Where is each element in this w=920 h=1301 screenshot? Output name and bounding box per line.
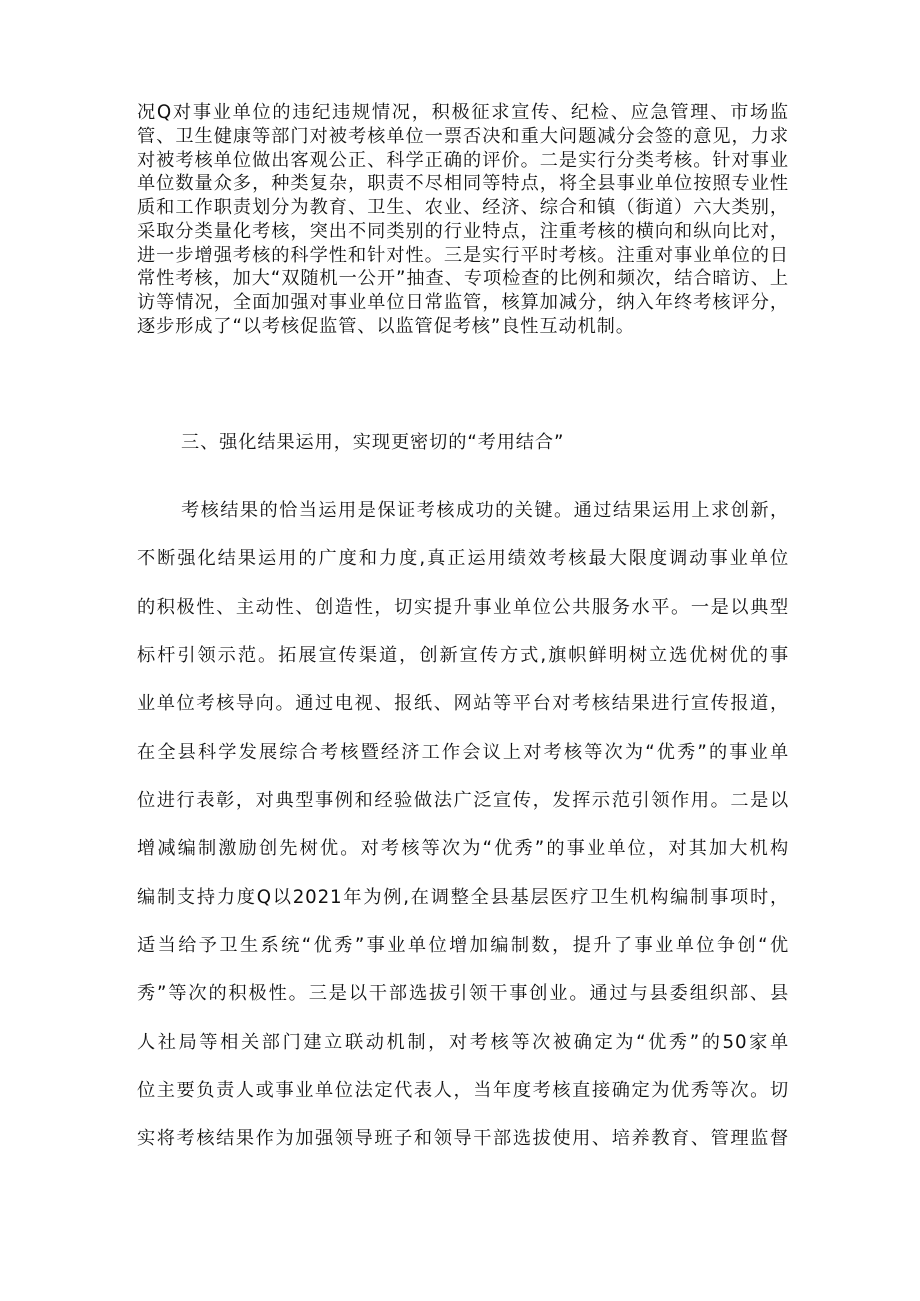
body-line: 考核结果的恰当运用是保证考核成功的关键。通过结果运用上求创新， — [181, 500, 789, 521]
body-line: 适当给予卫生系统“优秀”事业单位增加编制数，提升了事业单位争创“优 — [137, 935, 789, 956]
body-line: 增减编制激励创先树优。对考核等次为“优秀”的事业单位，对其加大机构 — [137, 838, 789, 859]
body-line: 的积极性、主动性、创造性，切实提升事业单位公共服务水平。一是以典型 — [137, 597, 789, 618]
body-line: 编制支持力度Q以2021年为例,在调整全县基层医疗卫生机构编制事项时， — [137, 887, 789, 908]
body-line: 业单位考核导向。通过电视、报纸、网站等平台对考核结果进行宣传报道， — [137, 693, 789, 714]
body-line: 位进行表彰，对典型事例和经验做法广泛宣传，发挥示范引领作用。二是以 — [137, 790, 789, 811]
body-line: 在全县科学发展综合考核暨经济工作会议上对考核等次为“优秀”的事业单 — [137, 742, 789, 763]
paragraph-top: 况Q对事业单位的违纪违规情况，积极征求宣传、纪检、应急管理、市场监管、卫生健康等部门对被考核单位一票否决和重大问题减分会签的意见，力求对被考核单位做出客观公正、科学正确的评价。二是实行分类考核。针对事业单位数量众多，种类复杂，职责不尽相同等特点，将全县事业单位按照专业性质和工作职责划分为教育、卫生、农业、经济、综合和镇（街道）六大类别，采取分类量化考核，突出不同类别的行业特点，注重考核的横向和纵向比对，进一步增强考核的科学性和针对性。三是实行平时考核。注重对事业单位的日常性考核，加大“双随机一公开”抽查、专项检查的比例和频次，结合暗访、上访等情况，全面加强对事业单位日常监管，核算加减分，纳入年终考核评分，逐步形成了“以考核促监管、以监管促考核”良性互动机制。 — [137, 102, 789, 337]
body-line: 秀”等次的积极性。三是以干部选拔引领干事创业。通过与县委组织部、县 — [137, 983, 789, 1004]
body-line: 人社局等相关部门建立联动机制，对考核等次被确定为“优秀”的50家单 — [137, 1032, 789, 1053]
section-heading: 三、强化结果运用，实现更密切的“考用结合” — [181, 432, 565, 453]
body-line: 实将考核结果作为加强领导班子和领导干部选拔使用、培养教育、管理监督 — [137, 1128, 789, 1149]
body-line: 位主要负责人或事业单位法定代表人，当年度考核直接确定为优秀等次。切 — [137, 1080, 789, 1101]
body-line: 不断强化结果运用的广度和力度,真正运用绩效考核最大限度调动事业单位 — [137, 548, 789, 569]
body-line: 标杆引领示范。拓展宣传渠道，创新宣传方式,旗帜鲜明树立选优树优的事 — [137, 645, 789, 666]
